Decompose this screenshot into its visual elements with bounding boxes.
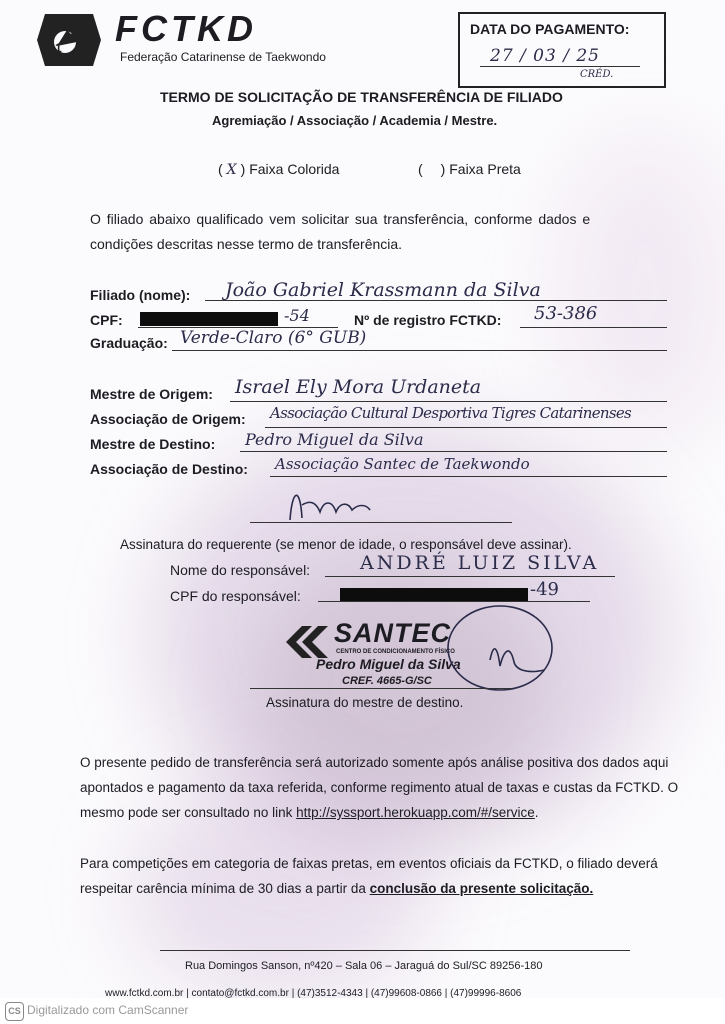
mestre-origem-value[interactable]: Israel Ely Mora Urdaneta: [235, 376, 482, 398]
belt-label: Faixa Colorida: [249, 161, 340, 177]
graduacao-value[interactable]: Verde-Claro (6° GUB): [180, 328, 367, 348]
filiado-value[interactable]: João Gabriel Krassmann da Silva: [225, 279, 541, 301]
assoc-origem-label: Associação de Origem:: [90, 411, 246, 427]
service-link[interactable]: http://syssport.herokuapp.com/#/service: [296, 805, 535, 820]
belt-mark: X: [226, 162, 237, 178]
document-title: TERMO DE SOLICITAÇÃO DE TRANSFERÊNCIA DE FILIADO: [160, 89, 563, 105]
assoc-origem-value[interactable]: Associação Cultural Desportiva Tigres Catarinenses: [270, 404, 632, 422]
payment-box: [458, 12, 666, 88]
camscanner-icon: CS: [5, 1002, 24, 1021]
svg-text:1: 1: [55, 41, 62, 55]
stamp-brand: SANTEC: [334, 618, 452, 648]
payment-label: DATA DO PAGAMENTO:: [470, 21, 630, 37]
paragraph-emphasis: conclusão da presente solicitação.: [369, 881, 594, 896]
taekwondo-logo-icon: [35, 12, 103, 68]
stamp-tagline: CENTRO DE CONDICIONAMENTO FÍSICO: [336, 649, 455, 655]
cpf-suffix[interactable]: -54: [284, 306, 310, 325]
registro-value[interactable]: 53-386: [534, 303, 598, 324]
responsavel-cpf-label: CPF do responsável:: [170, 588, 301, 604]
fctkd-logo: [35, 12, 103, 73]
camscanner-text: Digitalizado com CamScanner: [27, 1003, 189, 1017]
belt-label: Faixa Preta: [449, 161, 521, 177]
logo-text: FCTKD: [115, 8, 257, 49]
paragraph-authorization-text: O presente pedido de transferência será autorizado somente após análise positiva dos dados aqui apontados e pagamento da taxa referida, conforme regimento atual de taxas e custas da FCTKD. O mesmo pode ser consultado no link: [80, 755, 679, 820]
belt-option-colorida[interactable]: ( X ) Faixa Colorida: [218, 161, 340, 178]
document-subtitle: Agremiação / Associação / Academia / Mestre.: [212, 113, 498, 128]
paragraph-competicoes-text: Para competições em categoria de faixas pretas, em eventos oficiais da FCTKD, o filiado deverá respeitar carência mínima de 30 dias a partir da: [80, 856, 658, 896]
filiado-label: Filiado (nome):: [90, 287, 191, 303]
mestre-origem-label: Mestre de Origem:: [90, 386, 213, 402]
payment-date: 27 / 03 / 25: [490, 46, 600, 66]
paragraph-end: .: [534, 805, 539, 820]
footer-address: Rua Domingos Sanson, nº420 – Sala 06 – Jaraguá do Sul/SC 89256-180: [185, 960, 543, 972]
graduacao-label: Graduação:: [90, 335, 168, 351]
responsavel-nome-label: Nome do responsável:: [170, 562, 311, 578]
stamp-cref: CREF. 4665-G/SC: [342, 675, 432, 687]
responsavel-nome-value[interactable]: ANDRÉ LUIZ SILVA: [360, 552, 600, 574]
mestre-destino-label: Mestre de Destino:: [90, 436, 216, 452]
signature-mestre-caption: Assinatura do mestre de destino.: [266, 695, 464, 710]
camscanner-watermark: [0, 998, 725, 1024]
registro-label: Nº de registro FCTKD:: [354, 312, 502, 328]
responsavel-cpf-suffix[interactable]: -49: [530, 579, 559, 600]
stamp-name: Pedro Miguel da Silva: [316, 656, 461, 672]
intro-line-1: O filiado abaixo qualificado vem solicitar sua transferência, conforme dados e: [90, 211, 591, 227]
signature-requerente-caption: Assinatura do requerente (se menor de idade, o responsável deve assinar).: [120, 537, 572, 552]
cpf-redaction: [140, 312, 278, 326]
cpf-label: CPF:: [90, 312, 123, 328]
paragraph-competicoes: [80, 851, 692, 901]
assoc-destino-value[interactable]: Associação Santec de Taekwondo: [275, 455, 530, 473]
intro-line-2: condições descritas nesse termo de transferência.: [90, 236, 403, 252]
mestre-destino-value[interactable]: Pedro Miguel da Silva: [245, 430, 424, 449]
paragraph-authorization: [80, 750, 692, 825]
payment-note: CRÉD.: [580, 69, 614, 80]
assoc-destino-label: Associação de Destino:: [90, 461, 248, 477]
belt-option-preta[interactable]: ( ) Faixa Preta: [418, 161, 521, 177]
mestre-signature: [440, 600, 560, 695]
footer-contacts: www.fctkd.com.br | contato@fctkd.com.br | (47)3512-4343 | (47)99608-0866 | (47)99996-8606: [105, 988, 522, 998]
org-name: Federação Catarinense de Taekwondo: [120, 50, 326, 64]
